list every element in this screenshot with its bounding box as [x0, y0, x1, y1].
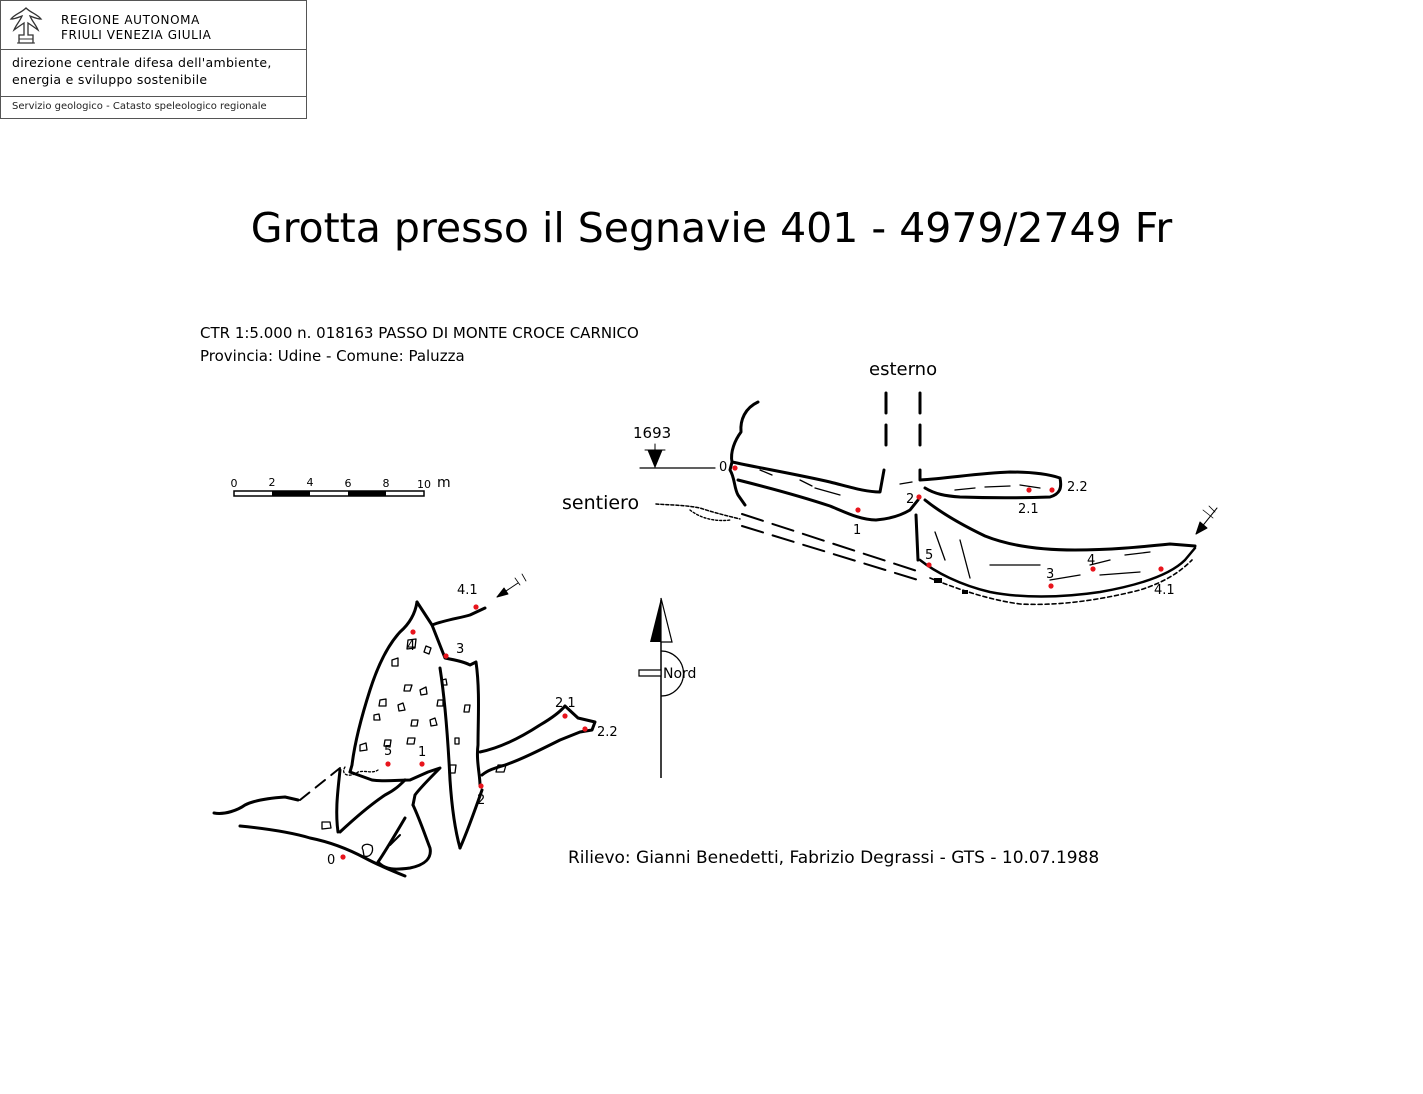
section-station-5: 5: [925, 548, 934, 563]
section-station-0: 0: [719, 460, 728, 475]
region-name-line1: REGIONE AUTONOMA: [61, 13, 200, 27]
scale-bar: [231, 475, 451, 496]
plan-stations: [327, 583, 618, 868]
section-station-4-1: 4.1: [1154, 583, 1175, 598]
location-text: Provincia: Udine - Comune: Paluzza: [200, 347, 465, 365]
scale-tick-10: 10: [417, 478, 431, 491]
region-name-line2: FRIULI VENEZIA GIULIA: [61, 28, 212, 42]
scale-tick-4: 4: [306, 476, 314, 489]
section-label-sentiero: sentiero: [562, 492, 640, 514]
plan-station-5: 5: [384, 744, 393, 759]
plan-station-2-1: 2.1: [555, 696, 576, 711]
north-label: Nord: [663, 666, 697, 682]
service-name: Servizio geologico - Catasto speleologico regionale: [12, 101, 267, 112]
section-station-3: 3: [1046, 567, 1055, 582]
elevation-label: 1693: [633, 424, 672, 442]
section-station-1: 1: [853, 523, 862, 538]
page-title: Grotta presso il Segnavie 401 - 4979/2749 Fr: [250, 204, 1173, 252]
plan-station-4: 4: [407, 639, 416, 654]
direction-line2: energia e sviluppo sostenibile: [12, 72, 208, 87]
cave-section-view: [640, 393, 1217, 604]
plan-station-2-2: 2.2: [597, 725, 618, 740]
scale-tick-0: 0: [230, 477, 238, 490]
survey-credits: Rilievo: Gianni Benedetti, Fabrizio Degrassi - GTS - 10.07.1988: [568, 848, 1100, 868]
scale-tick-2: 2: [268, 476, 276, 489]
plan-station-2: 2: [477, 793, 486, 808]
section-label-esterno: esterno: [869, 359, 938, 380]
scale-tick-6: 6: [344, 477, 352, 490]
plan-station-1: 1: [418, 745, 427, 760]
north-arrow-icon: [639, 598, 696, 778]
cave-plan-view: [214, 574, 595, 876]
section-station-2-2: 2.2: [1067, 480, 1088, 495]
section-station-2: 2: [906, 492, 915, 507]
plan-station-3: 3: [456, 642, 465, 657]
scale-tick-8: 8: [382, 477, 390, 490]
plan-station-0: 0: [327, 853, 336, 868]
scale-unit: m: [437, 475, 451, 491]
section-station-2-1: 2.1: [1018, 502, 1039, 517]
ctr-map-reference: CTR 1:5.000 n. 018163 PASSO DI MONTE CROCE CARNICO: [200, 324, 639, 342]
direction-line1: direzione centrale difesa dell'ambiente,: [12, 55, 272, 70]
section-station-4: 4: [1087, 553, 1096, 568]
plan-station-4-1: 4.1: [457, 583, 478, 598]
